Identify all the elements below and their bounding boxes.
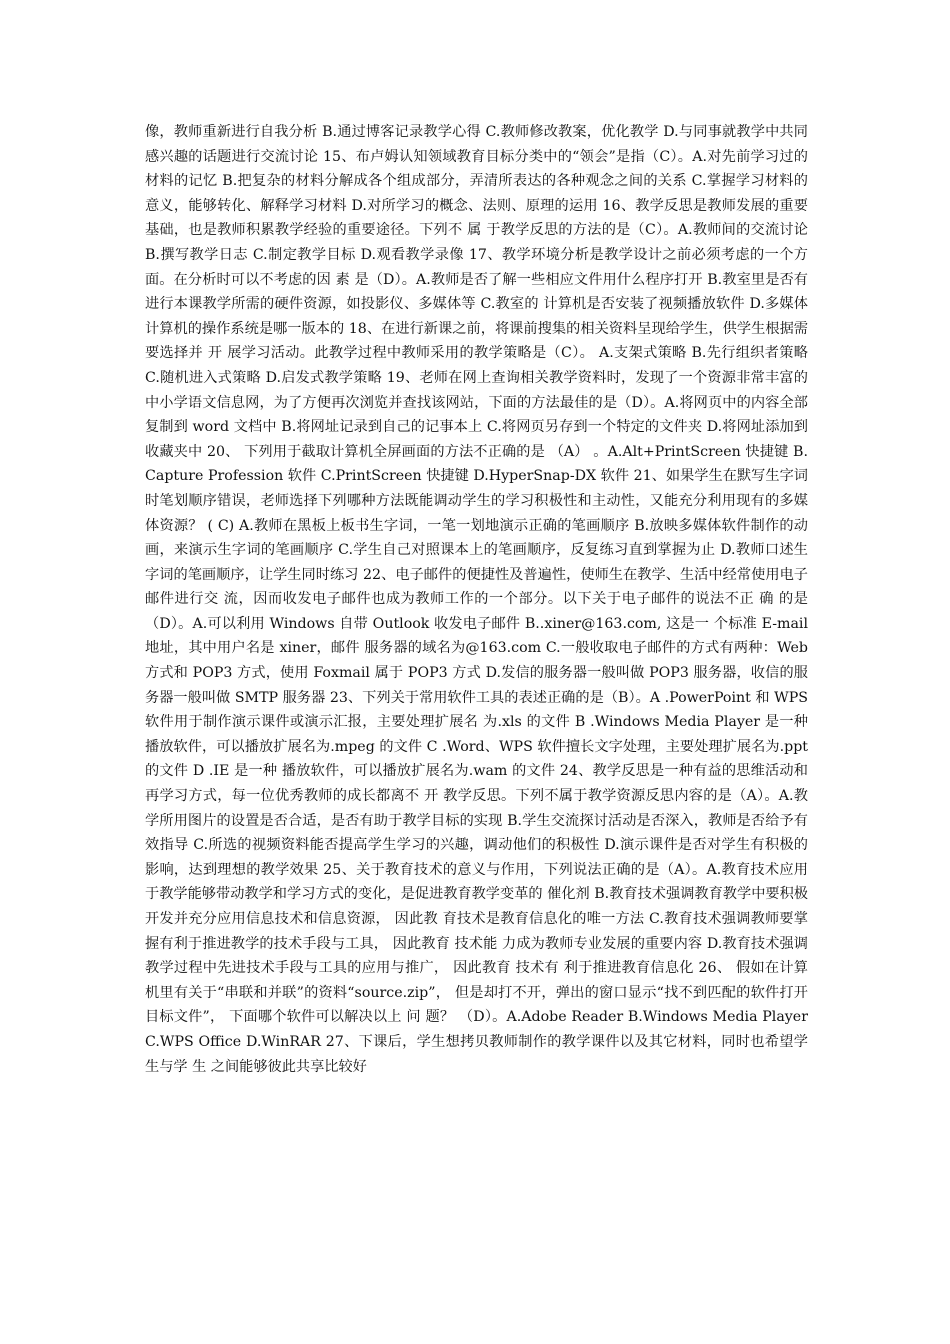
document-page [145, 120, 808, 1230]
document-body-text: 像，教师重新进行自我分析 B.通过博客记录教学心得 C.教师修改教案，优化教学 D.与同事就教学中共同感兴趣的话题进行交流讨论 15、布卢姆认知领域教育目标分类中的“领会”是指（C）。A.对先前学习过的材料的记忆 B.把复杂的材料分解成各个组成部分，弄清所表达的各种观念之间的关系 C.掌握学习材料的意义，能够转化、解释学习材料 D.对所学习的概念、法则、原理的运用 16、教学反思是教师发展的重要基础，也是教师积累教学经验的重要途径。下列不 属 于教学反思的方法的是（C）。A.教师间的交流讨论 B.撰写教学日志 C.制定教学目标 D.观看教学录像 17、教学环境分析是教学设计之前必须考虑的一个方面。在分析时可以不考虑的因 素 是（D）。A.教师是否了解一些相应文件用什么程序打开 B.教室里是否有进行本课教学所需的硬件资源，如投影仪、多媒体等 C.教室的 计算机是否安装了视频播放软件 D.多媒体计算机的操作系统是哪一版本的 18、在进行新课之前，将课前搜集的相关资料呈现给学生，供学生根据需要选择并 开 展学习活动。此教学过程中教师采用的教学策略是（C）。 A.支架式策略 B.先行组织者策略 C.随机进入式策略 D.启发式教学策略 19、老师在网上查询相关教学资料时，发现了一个资源非常丰富的中小学语文信息网，为了方便再次浏览并查找该网站，下面的方法最佳的是（D）。A.将网页中的内容全部复制到 word 文档中 B.将网址记录到自己的记事本上 C.将网页另存到一个特定的文件夹 D.将网址添加到收藏夹中 20、 下列用于截取计算机全屏画面的方法不正确的是 （A） 。A.Alt+PrintScreen 快捷键 B.Capture Profession 软件 C.PrintScreen 快捷键 D.HyperSnap-DX 软件 21、如果学生在默写生字词时笔划顺序错误，老师选择下列哪种方法既能调动学生的学习积极性和主动性，又能充分利用现有的多媒体资源？ ( C) A.教师在黑板上板书生字词，一笔一划地演示正确的笔画顺序 B.放映多媒体软件制作的动画，来演示生字词的笔画顺序 C.学生自己对照课本上的笔画顺序，反复练习直到掌握为止 D.教师口述生字词的笔画顺序，让学生同时练习 22、电子邮件的便捷性及普遍性，使师生在教学、生活中经常使用电子邮件进行交 流，因而收发电子邮件也成为教师工作的一个部分。以下关于电子邮件的说法不正 确 的是（D）。A.可以利用 Windows 自带 Outlook 收发电子邮件 B..xiner@163.com, 这是一 个标准 E-mail 地址，其中用户名是 xiner，邮件 服务器的域名为@163.com C.一般收取电子邮件的方式有两种：Web 方式和 POP3 方式，使用 Foxmail 属于 POP3 方式 D.发信的服务器一般叫做 POP3 服务器，收信的服务器一般叫做 SMTP 服务器 23、下列关于常用软件工具的表述正确的是（B）。A .PowerPoint 和 WPS 软件用于制作演示课件或演示汇报，主要处理扩展名 为.xls 的文件 B .Windows Media Player 是一种播放软件，可以播放扩展名为.mpeg 的文件 C .Word、WPS 软件擅长文字处理，主要处理扩展名为.ppt 的文件 D .IE 是一种 播放软件，可以播放扩展名为.wam 的文件 24、教学反思是一种有益的思维活动和再学习方式，每一位优秀教师的成长都离不 开 教学反思。下列不属于教学资源反思内容的是（A）。A.教学所用图片的设置是否合适，是否有助于教学目标的实现 B.学生交流探讨活动是否深入，教师是否给予有效指导 C.所选的视频资料能否提高学生学习的兴趣，调动他们的积极性 D.演示课件是否对学生有积极的影响，达到理想的教学效果 25、关于教育技术的意义与作用，下列说法正确的是（A）。A.教育技术应用于教学能够带动教学和学习方式的变化，是促进教育教学变革的 催化剂 B.教育技术强调教育教学中要积极开发并充分应用信息技术和信息资源， 因此教 育技术是教育信息化的唯一方法 C.教育技术强调教师要掌握有利于推进教学的技术手段与工具， 因此教育 技术能 力成为教师专业发展的重要内容 D.教育技术强调教学过程中先进技术手段与工具的应用与推广， 因此教育 技术有 利于推进教育信息化 26、 假如在计算机里有关于“串联和并联”的资料“source.zip”， 但是却打不开，弹出的窗口显示“找不到匹配的软件打开目标文件”， 下面哪个软件可以解决以上 问 题？ （D）。A.Adobe Reader B.Windows Media Player C.WPS Office D.WinRAR 27、下课后，学生想拷贝教师制作的教学课件以及其它材料，同时也希望学生与学 生 之间能够彼此共享比较好 [145, 124, 808, 1075]
